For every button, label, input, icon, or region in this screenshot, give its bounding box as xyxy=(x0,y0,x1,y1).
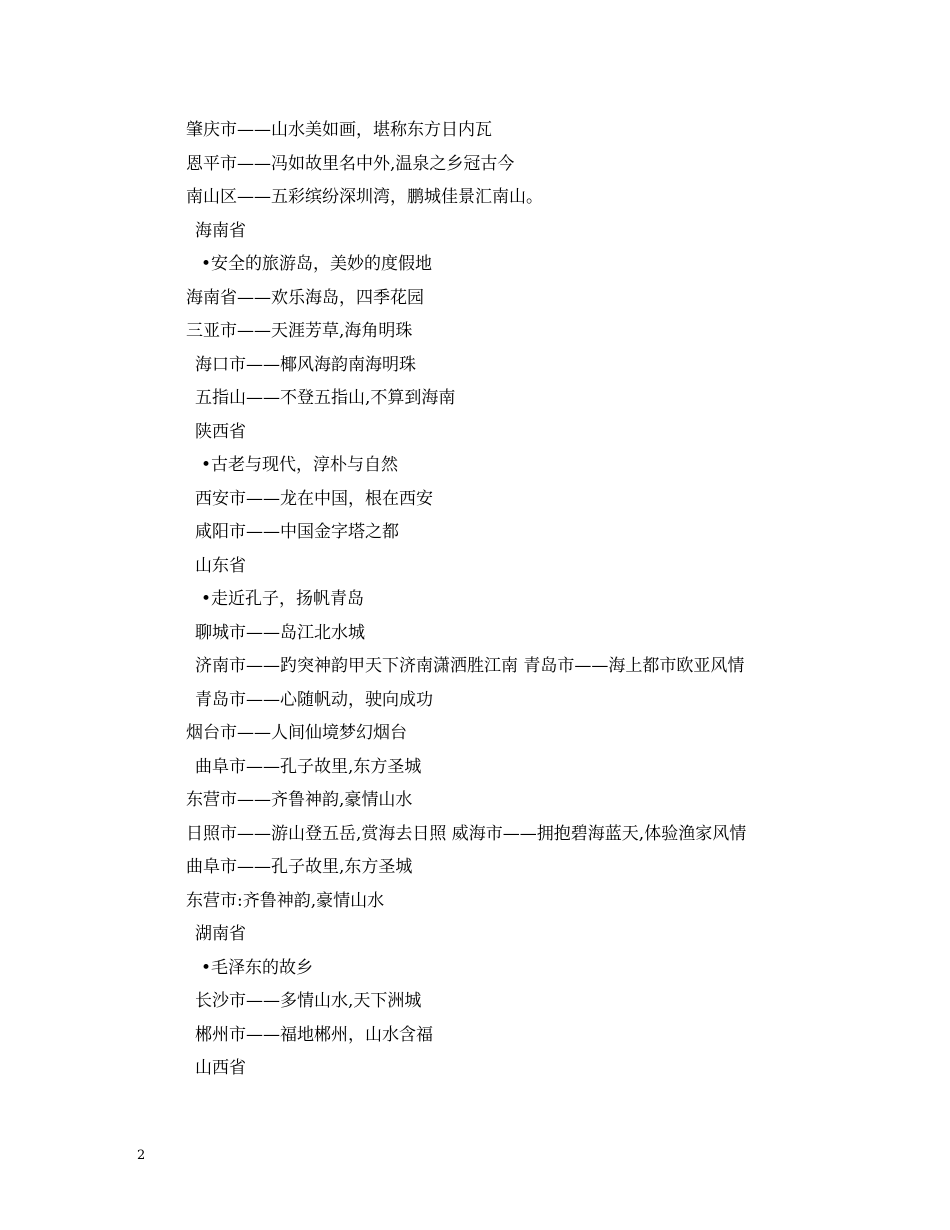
text-line: 三亚市——天涯芳草,海角明珠 xyxy=(186,321,413,341)
text-line: •古老与现代，淳朴与自然 xyxy=(201,455,399,475)
text-line: 烟台市——人间仙境梦幻烟台 xyxy=(186,723,407,743)
text-line: 东营市:齐鲁神韵,豪情山水 xyxy=(186,890,385,911)
text-line: 海南省——欢乐海岛，四季花园 xyxy=(186,287,424,308)
text-line: 南山区——五彩缤纷深圳湾，鹏城佳景汇南山。 xyxy=(186,187,543,207)
text-line: 五指山——不登五指山,不算到海南 xyxy=(195,388,456,408)
page-number: 2 xyxy=(137,1148,146,1163)
text-line: 山东省 xyxy=(195,555,246,576)
text-line: 咸阳市——中国金字塔之都 xyxy=(195,522,399,542)
text-line: 海南省 xyxy=(195,220,246,241)
text-line: 山西省 xyxy=(195,1058,246,1078)
text-line: 曲阜市——孔子故里,东方圣城 xyxy=(195,756,422,777)
text-line: 陕西省 xyxy=(195,421,246,442)
text-line: 海口市——椰风海韵南海明珠 xyxy=(195,354,416,375)
text-line: 西安市——龙在中国，根在西安 xyxy=(195,488,433,509)
text-line: •安全的旅游岛，美妙的度假地 xyxy=(201,254,433,274)
text-line: 郴州市——福地郴州，山水含福 xyxy=(195,1024,433,1045)
text-line: 青岛市——心随帆动，驶向成功 xyxy=(195,689,433,710)
text-line: 长沙市——多情山水,天下洲城 xyxy=(195,991,422,1011)
text-line: 湖南省 xyxy=(195,924,246,944)
text-line: 聊城市——岛江北水城 xyxy=(195,622,365,643)
text-line: 肇庆市——山水美如画，堪称东方日内瓦 xyxy=(186,120,492,140)
text-line: 日照市——游山登五岳,赏海去日照 威海市——拥抱碧海蓝天,体验渔家风情 xyxy=(186,823,747,844)
text-line: 恩平市——冯如故里名中外,温泉之乡冠古今 xyxy=(186,153,515,174)
text-line: 济南市——趵突神韵甲天下济南潇洒胜江南 青岛市——海上都市欧亚风情 xyxy=(195,656,745,676)
text-line: •走近孔子，扬帆青岛 xyxy=(201,589,365,609)
text-line: 东营市——齐鲁神韵,豪情山水 xyxy=(186,790,413,810)
text-line: •毛泽东的故乡 xyxy=(201,957,314,978)
document-body xyxy=(186,118,886,1090)
text-line: 曲阜市——孔子故里,东方圣城 xyxy=(186,857,413,877)
